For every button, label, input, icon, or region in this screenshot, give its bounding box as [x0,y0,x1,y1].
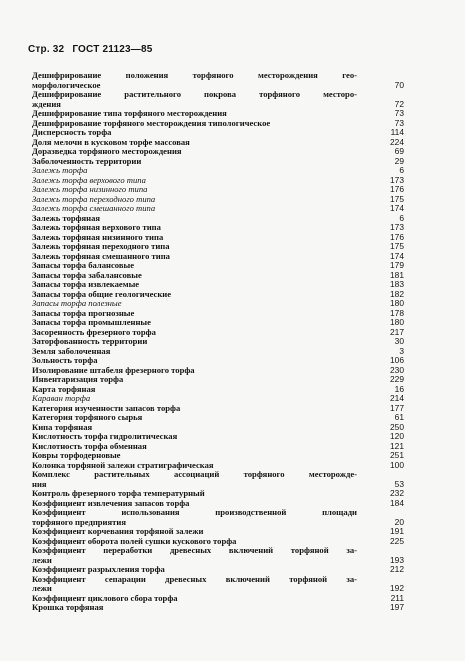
entry-page-number: 61 [394,412,404,422]
entry-page-number: 192 [390,583,404,593]
entry-term-line: Коэффициент корчевания торфяной залежи [32,526,204,536]
entry-term-line: Доля мелочи в кусковом торфе массовая [32,136,190,147]
entry-page-number: 174 [390,250,404,261]
entry-term-line: Крошка торфяная [32,602,104,612]
entry-page-number: 181 [390,269,404,280]
entry-term-line: Залежь торфяная переходного типа [32,241,170,251]
entry-term-line: Залежь торфяная низинного типа [32,231,164,242]
entry-page-number: 106 [390,355,404,365]
entry-page-number: 175 [390,241,404,251]
entry-term-line: Залежь торфяная [32,212,101,223]
entry-page-number: 176 [390,231,404,242]
entry-page-number: 184 [390,497,404,508]
entry-term-line: Инвентаризация торфа [32,374,124,384]
entry-page-number: 114 [390,127,404,137]
entry-page-number: 178 [390,307,404,318]
entry-page-number: 173 [390,222,404,232]
entry-term-line: Ковры торфодерновые [32,450,121,460]
entry-term-line: Коэффициент переработки древесных включений торфяной за- [32,545,357,555]
entry-page-number: 182 [390,288,404,299]
entry-term-line: Коэффициент оборота полей сушки кускового торфа [32,535,237,546]
entry-page-number: 214 [390,393,404,403]
entry-term-line: Залежь торфяная смешанного типа [32,250,170,261]
entry-page-number: 20 [394,516,404,527]
entry-page-number: 174 [390,203,404,213]
entry-page-number: 121 [390,440,404,451]
entry-term-line: Коэффициент разрыхления торфа [32,564,165,574]
entry-page-number: 6 [399,165,404,175]
entry-page-number: 53 [394,478,404,489]
entry-page-number: 229 [390,374,404,384]
entry-term-line: Дешифрирование растительного покрова торфяного месторо- [32,89,357,99]
entry-term-line: Залежь торфа [32,165,88,175]
entry-page-number: 191 [390,526,404,536]
entry-term-line: Залежь торфа переходного типа [32,193,156,204]
entry-page-number: 180 [390,298,404,308]
index-entry-list [32,71,404,613]
entry-page-number: 183 [390,279,404,289]
entry-term-line: Запасы торфа прогнозные [32,307,135,318]
entry-page-number: 197 [390,602,404,612]
entry-page-number: 179 [390,260,404,270]
entry-page-number: 180 [390,317,404,327]
entry-term-line: Залежь торфа низинного типа [32,184,148,194]
entry-page-number: 73 [394,117,404,128]
entry-term-line: Запасы торфа промышленные [32,317,151,327]
entry-term-line: Земля заболоченная [32,345,111,356]
entry-page-number: 73 [394,108,404,118]
entry-term-line: Карта торфяная [32,383,96,394]
entry-page-number: 3 [399,345,404,356]
index-entry [32,575,404,594]
entry-term-line: Запасы торфа общие геологические [32,288,172,299]
page-header [28,44,152,55]
entry-term-line: морфологическое [32,79,101,90]
entry-page-number: 173 [390,174,404,185]
entry-page-number: 217 [390,326,404,337]
entry-page-number: 193 [390,554,404,565]
entry-page-number: 251 [390,450,404,460]
index-entry [32,90,404,109]
entry-term-line: Дешифрирование типа торфяного месторождения [32,108,227,118]
entry-page-number: 100 [390,459,404,470]
entry-term-line: Залежь торфа верхового типа [32,174,146,185]
entry-page-number: 225 [390,535,404,546]
entry-page-number: 232 [390,488,404,498]
entry-term-line: Кислотность торфа гидролитическая [32,431,178,441]
entry-page-number: 30 [394,336,404,346]
index-entry [32,470,404,489]
index-entry [32,157,404,167]
entry-term-line: Запасы торфа балансовые [32,260,135,270]
entry-term-line: Комплекс растительных ассоциаций торфяного месторожде- [32,469,357,479]
entry-term-line: ния [32,478,47,489]
entry-term-line: Заторфованность территории [32,336,148,346]
entry-term-line: Контроль фрезерного торфа температурный [32,488,205,498]
entry-term-line: Запасы торфа полезные [32,298,122,308]
entry-term-line: ждения [32,98,61,109]
entry-term-line: Дисперсность торфа [32,127,112,137]
index-entry [32,71,404,90]
entry-page-number: 120 [390,431,404,441]
entry-term-line: Категория торфяного сырья [32,412,143,422]
entry-page-number: 177 [390,402,404,413]
entry-term-line: лежи [32,554,52,565]
entry-page-number: 175 [390,193,404,204]
entry-term-line: Кислотность торфа обменная [32,440,147,451]
entry-term-line: Коэффициент использования производственной площади [32,507,357,517]
standard-code: ГОСТ 21123—85 [72,44,153,55]
entry-page-number: 176 [390,184,404,194]
entry-term-line: Колонка торфяной залежи стратиграфическая [32,459,214,470]
entry-page-number: 230 [390,364,404,375]
entry-term-line: Залежь торфяная верхового типа [32,222,161,232]
entry-page-number: 212 [390,564,404,574]
entry-page-number: 69 [394,146,404,156]
entry-term-line: лежи [32,583,52,593]
entry-term-line: Коэффициент сепарации древесных включений торфяной за- [32,573,357,584]
entry-term-line: Караван торфа [32,393,91,403]
entry-term-line: Залежь торфа смешанного типа [32,203,156,213]
page-number-label: Стр. 32 [28,44,65,55]
entry-term-line: Изолирование штабеля фрезерного торфа [32,364,195,375]
index-entry [32,508,404,527]
entry-term-line: торфяного предприятия [32,516,126,527]
entry-page-number: 250 [390,421,404,432]
entry-page-number: 211 [390,592,404,603]
entry-term-line: Коэффициент циклового сбора торфа [32,592,178,603]
entry-page-number: 224 [390,136,404,147]
entry-term-line: Дешифрирование положения торфяного месторождения гео- [32,70,357,80]
index-entry [32,603,404,613]
entry-page-number: 16 [394,383,404,394]
entry-term-line: Заболоченность территории [32,155,142,166]
entry-page-number: 72 [394,98,404,109]
entry-page-number: 70 [394,79,404,90]
entry-term-line: Дешифрирование торфяного месторождения типологическое [32,117,271,128]
entry-term-line: Зольность торфа [32,355,98,365]
index-entry [32,546,404,565]
entry-page-number: 6 [399,212,404,223]
entry-term-line: Запасы торфа извлекаемые [32,279,140,289]
entry-term-line: Доразведка торфяного месторождения [32,146,182,156]
entry-term-line: Коэффициент извлечения запасов торфа [32,497,190,508]
entry-term-line: Запасы торфа забалансовые [32,269,142,280]
entry-term-line: Засоренность фрезерного торфа [32,326,156,337]
entry-term-line: Категория изученности запасов торфа [32,402,181,413]
entry-term-line: Кипа торфяная [32,421,93,432]
entry-page-number: 29 [394,155,404,166]
